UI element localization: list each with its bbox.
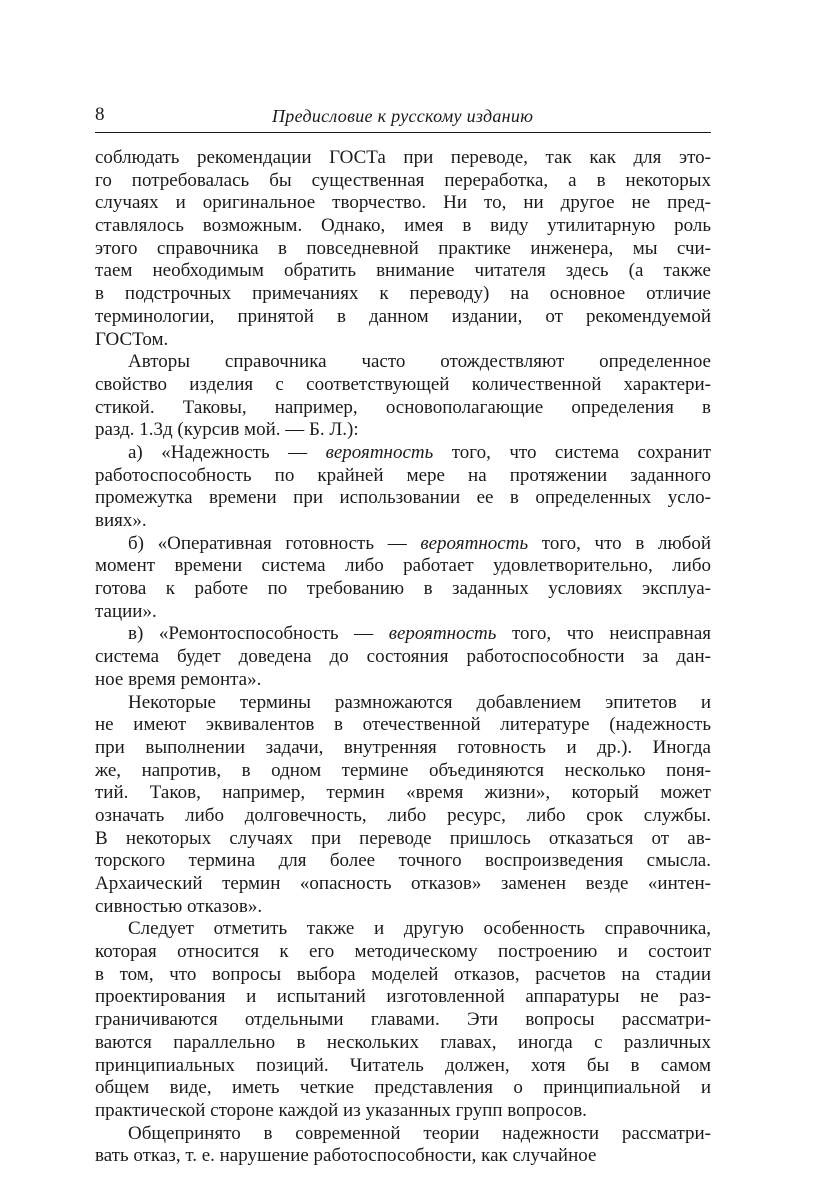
italic-term: вероятность (388, 623, 497, 645)
text-line: стикой. Таковы, например, основополагающие определения в (95, 396, 711, 418)
text-line: при выполнении задачи, внутренняя готовность и др.). Иногда (95, 736, 711, 758)
paragraph (95, 918, 711, 1122)
text-line: проектирования и испытаний изготовленной аппаратуры не раз- (95, 986, 711, 1008)
italic-term: вероятность (420, 532, 529, 554)
text-line: означать либо долговечность, либо ресурс, либо срок службы. (95, 804, 711, 826)
text-line: свойство изделия с соответствующей количественной характери- (95, 373, 711, 395)
text-line: же, напротив, в одном термине объединяются несколько поня- (95, 759, 711, 781)
italic-term: вероятность (325, 441, 434, 463)
text-line: ное время ремонта». (95, 668, 262, 690)
text-line: а) «Надежность — вероятность того, что система сохранит (128, 441, 711, 463)
text-line: ваются параллельно в нескольких главах, иногда с различных (95, 1031, 711, 1053)
text-line: тации». (95, 600, 157, 622)
paragraph (95, 1123, 711, 1168)
text-line: виях». (95, 510, 147, 531)
text-line: го потребовалась бы существенная переработка, а в некоторых (95, 169, 711, 191)
text-line: Авторы справочника часто отождествляют определенное (128, 351, 711, 373)
paragraph (95, 147, 711, 351)
text-line: в подстрочных примечаниях к переводу) на основное отличие (95, 283, 711, 305)
body-text (95, 147, 711, 1168)
paragraph (95, 442, 711, 533)
running-title: Предисловие к русскому изданию (272, 106, 534, 126)
text-line: Следует отметить также и другую особенность справочника, (128, 918, 711, 940)
paragraph (95, 623, 711, 691)
page-number: 8 (95, 104, 105, 125)
text-line: ставлялось возможным. Однако, имея в виду утилитарную роль (95, 215, 711, 237)
text-line: Архаический термин «опасность отказов» заменен везде «интен- (95, 873, 711, 894)
text-line: Общепринято в современной теории надежности рассматри- (128, 1122, 711, 1144)
text-line: граничиваются отдельными главами. Эти вопросы рассматри- (95, 1009, 711, 1031)
text-line: в) «Ремонтоспособность — вероятность того, что неисправная (128, 623, 711, 645)
header-rule (95, 132, 711, 133)
text-line: таем необходимым обратить внимание читателя здесь (а также (95, 260, 711, 282)
text-line: Некоторые термины размножаются добавлением эпитетов и (128, 691, 711, 713)
text-line: В некоторых случаях при переводе пришлось отказаться от ав- (95, 827, 711, 849)
text-line: тий. Таков, например, термин «время жизни», который может (95, 782, 711, 804)
text-line: система будет доведена до состояния работоспособности за дан- (95, 646, 711, 668)
paragraph (95, 692, 711, 919)
paragraph (95, 533, 711, 624)
text-line: терминологии, принятой в данном издании, от рекомендуемой (95, 305, 711, 327)
text-line: которая относится к его методическому построению и состоит (95, 941, 711, 963)
text-line: момент времени система либо работает удовлетворительно, либо (95, 555, 711, 577)
text-line: случаях и оригинальное творчество. Ни то, ни другое не пред- (95, 192, 711, 214)
text-line: б) «Оперативная готовность — вероятность того, что в любой (128, 532, 711, 554)
text-line: сивностью отказов». (95, 895, 263, 917)
text-line: разд. 1.3д (курсив мой. — Б. Л.): (95, 419, 359, 441)
text-line: принципиальных позиций. Читатель должен, хотя бы в самом (95, 1054, 711, 1076)
text-line: соблюдать рекомендации ГОСТа при переводе, так как для это- (95, 147, 711, 168)
text-line: не имеют эквивалентов в отечественной литературе (надежность (95, 714, 711, 736)
text-line: промежутка времени при использовании ее в определенных усло- (95, 487, 711, 509)
text-line: ГОСТом. (95, 328, 169, 350)
text-line: практической стороне каждой из указанных групп вопросов. (95, 1099, 587, 1121)
paragraph (95, 351, 711, 442)
text-line: вать отказ, т. е. нарушение работоспособности, как случайное (95, 1145, 597, 1167)
text-line: торского термина для более точного воспроизведения смысла. (95, 850, 711, 872)
text-line: общем виде, иметь четкие представления о принципиальной и (95, 1077, 711, 1099)
text-line: готова к работе по требованию в заданных условиях эксплуа- (95, 578, 711, 600)
text-line: этого справочника в повседневной практике инженера, мы счи- (95, 237, 711, 259)
text-line: в том, что вопросы выбора моделей отказов, расчетов на стадии (95, 963, 711, 985)
text-line: работоспособность по крайней мере на протяжении заданного (95, 464, 711, 486)
